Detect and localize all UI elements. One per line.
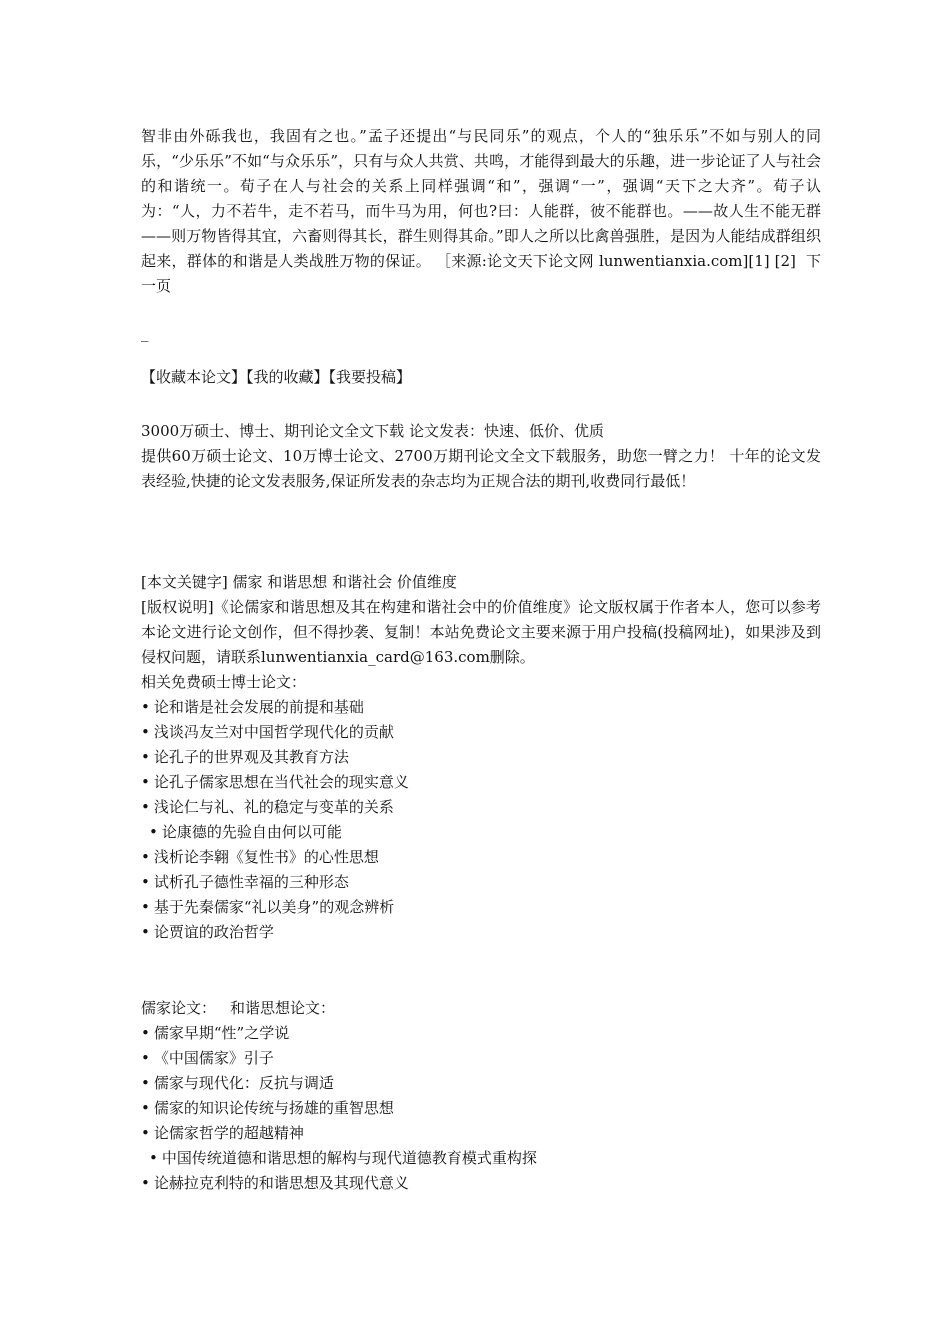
keyword-link[interactable]: 和谐思想	[267, 573, 328, 591]
topic-header	[141, 996, 821, 1021]
list-item[interactable]: • 儒家早期“性”之学说	[141, 1024, 290, 1042]
my-collection-link[interactable]: 【我的收藏】	[246, 368, 329, 386]
list-item[interactable]: • 浅析论李翱《复性书》的心性思想	[141, 848, 379, 866]
article-body	[141, 124, 821, 299]
keywords-label: [本文关键字]	[141, 573, 228, 591]
list-item[interactable]: • 儒家的知识论传统与扬雄的重智思想	[141, 1099, 394, 1117]
separator: _	[141, 324, 149, 342]
source-label: ［来源:论文天下论文网 lunwentianxia.com]	[436, 252, 749, 270]
keyword-link[interactable]: 价值维度	[396, 573, 457, 591]
list-item[interactable]: • 《中国儒家》引子	[141, 1049, 274, 1067]
document-page	[141, 124, 821, 1196]
copyright-notice: [版权说明]《论儒家和谐思想及其在构建和谐社会中的价值维度》论文版权属于作者本人，您可以参考本论文进行论文创作，但不得抄袭、复制！本站免费论文主要来源于用户投稿(投稿网址)，如果涉及到侵权问题，请联系lunwentianxia_card@163.com删除。	[141, 598, 821, 666]
list-item[interactable]: • 论孔子儒家思想在当代社会的现实意义	[141, 773, 409, 791]
promo-line-1[interactable]: 3000万硕士、博士、期刊论文全文下载 论文发表：快速、低价、优质	[141, 422, 604, 440]
list-item[interactable]: • 论儒家哲学的超越精神	[141, 1124, 304, 1142]
keyword-link[interactable]: 儒家	[232, 573, 263, 591]
article-meta	[141, 570, 821, 945]
list-item[interactable]: • 论康德的先验自由何以可能	[149, 823, 342, 841]
list-item[interactable]: • 论和谐是社会发展的前提和基础	[141, 698, 364, 716]
keywords-row	[141, 570, 821, 595]
list-item[interactable]: • 试析孔子德性幸福的三种形态	[141, 873, 349, 891]
list-item[interactable]: • 儒家与现代化：反抗与调适	[141, 1074, 334, 1092]
page-link-1[interactable]: [1]	[748, 252, 770, 270]
related-label: 相关免费硕士博士论文：	[141, 673, 307, 691]
article-actions	[141, 365, 821, 390]
harmony-papers-link[interactable]: 和谐思想论文：	[230, 999, 336, 1017]
list-item[interactable]: • 基于先秦儒家“礼以美身”的观念辨析	[141, 898, 395, 916]
list-item[interactable]: • 论赫拉克利特的和谐思想及其现代意义	[141, 1174, 409, 1192]
confucian-papers-link[interactable]: 儒家论文：	[141, 999, 217, 1017]
topic-list	[141, 1021, 821, 1196]
page-link-2[interactable]: [2]	[774, 252, 796, 270]
article-body-text: 智非由外砾我也，我固有之也。”孟子还提出“与民同乐”的观点，个人的“独乐乐”不如与别人的同乐，“少乐乐”不如“与众乐乐”，只有与众人共赏、共鸣，才能得到最大的乐趣，进一步论证了人与社会的和谐统一。荀子在人与社会的关系上同样强调“和”，强调“一”，强调“天下之大齐”。荀子认为：“人，力不若牛，走不若马，而牛马为用，何也?曰：人能群，彼不能群也。——故人生不能无群——则万物皆得其宜，六畜则得其长，群生则得其命。”即人之所以比禽兽强胜，是因为人能结成群组织起来，群体的和谐是人类战胜万物的保证。	[141, 127, 821, 270]
list-item[interactable]: • 论贾谊的政治哲学	[141, 923, 274, 941]
list-item[interactable]: • 浅谈冯友兰对中国哲学现代化的贡献	[141, 723, 394, 741]
related-list	[141, 695, 821, 945]
topic-section	[141, 996, 821, 1196]
next-page-link[interactable]: 下一页	[141, 252, 821, 295]
keyword-link[interactable]: 和谐社会	[332, 573, 393, 591]
collect-article-link[interactable]: 【收藏本论文】	[141, 368, 247, 386]
promo-line-2[interactable]: 提供60万硕士论文、10万博士论文、2700万期刊论文全文下载服务，助您一臂之力！ 十年的论文发表经验,快捷的论文发表服务,保证所发表的杂志均为正规合法的期刊,收费同行最低！	[141, 447, 821, 490]
list-item[interactable]: • 论孔子的世界观及其教育方法	[141, 748, 349, 766]
promo-block	[141, 419, 821, 494]
submit-article-link[interactable]: 【我要投稿】	[328, 368, 412, 386]
list-item[interactable]: • 中国传统道德和谐思想的解构与现代道德教育模式重构探	[149, 1149, 537, 1167]
list-item[interactable]: • 浅论仁与礼、礼的稳定与变革的关系	[141, 798, 394, 816]
